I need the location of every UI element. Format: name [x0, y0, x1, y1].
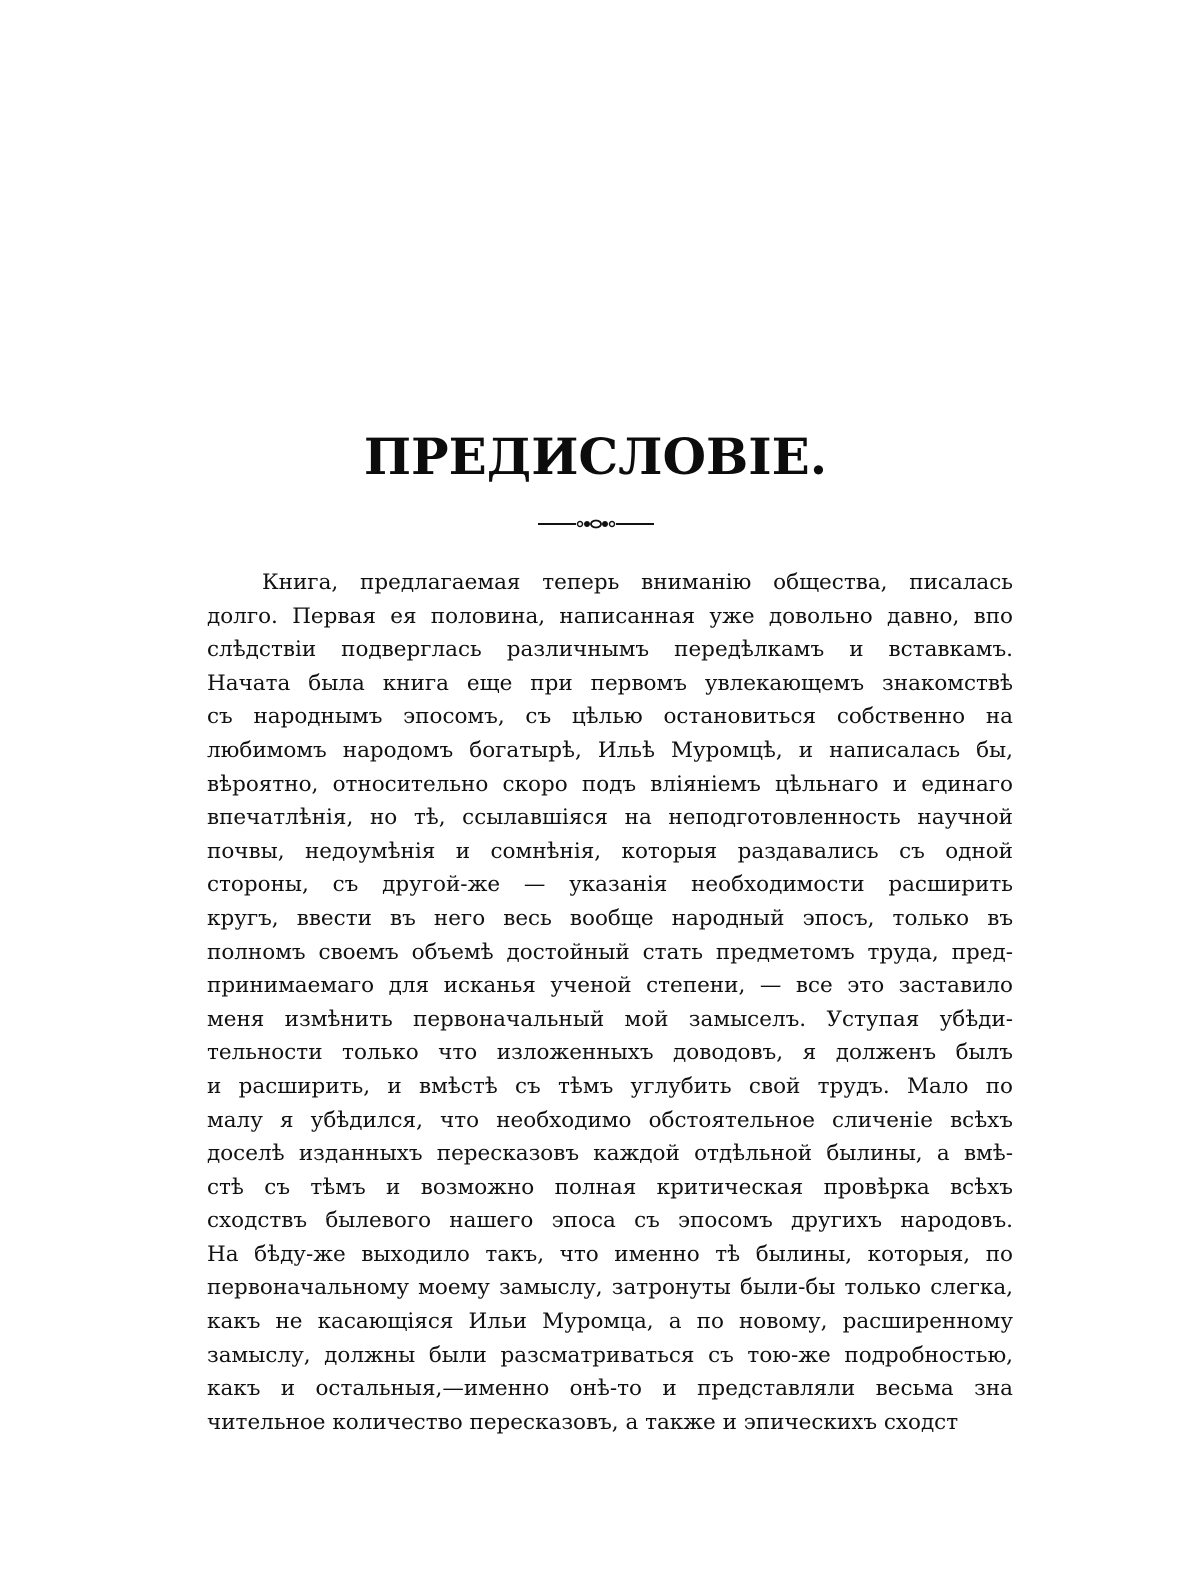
text-line: какъ и остальныя,—именно онѣ-то и представляли весьма зна — [207, 1376, 1013, 1402]
text-line: почвы, недоумѣнія и сомнѣнія, которыя раздавались съ одной — [207, 838, 1013, 864]
ornament-divider — [0, 513, 1191, 535]
text-line: стѣ съ тѣмъ и возможно полная критическая провѣрка всѣхъ — [207, 1174, 1013, 1200]
text-line: доселѣ изданныхъ пересказовъ каждой отдѣльной былины, а вмѣ- — [207, 1141, 1013, 1167]
text-line: какъ не касающіяся Ильи Муромца, а по новому, расширенному — [207, 1309, 1013, 1335]
text-line: и расширить, и вмѣстѣ съ тѣмъ углубить свой трудъ. Мало по — [207, 1073, 1013, 1099]
text-line: впечатлѣнія, но тѣ, ссылавшіяся на неподготовленность научной — [207, 805, 1013, 831]
text-line: тельности только что изложенныхъ доводовъ, я долженъ былъ — [207, 1040, 1013, 1066]
text-line: вѣроятно, относительно скоро подъ вліяніемъ цѣльнаго и единаго — [207, 771, 1013, 797]
text-line: слѣдствіи подверглась различнымъ передѣлкамъ и вставкамъ. — [207, 637, 1013, 663]
text-line: Книга, предлагаемая теперь вниманію общества, писалась — [262, 570, 1013, 595]
text-line: меня измѣнить первоначальный мой замыселъ. Уступая убѣди- — [207, 1006, 1013, 1032]
text-line: долго. Первая ея половина, написанная уже довольно давно, впо — [207, 603, 1013, 629]
text-line: сходствъ былевого нашего эпоса съ эпосомъ другихъ народовъ. — [207, 1208, 1013, 1234]
ornament-icon — [536, 513, 656, 535]
text-line: принимаемаго для исканья ученой степени, — все это заставило — [207, 973, 1013, 999]
text-line: любимомъ народомъ богатырѣ, Ильѣ Муромцѣ, и написалась бы, — [207, 737, 1013, 763]
text-line: На бѣду-же выходило такъ, что именно тѣ былины, которыя, по — [207, 1241, 1013, 1267]
text-line: стороны, съ другой-же — указанія необходимости расширить — [207, 872, 1013, 898]
text-line: чительное количество пересказовъ, а также и эпическихъ сходст — [207, 1409, 959, 1435]
text-line: малу я убѣдился, что необходимо обстоятельное сличеніе всѣхъ — [207, 1107, 1013, 1133]
text-line: съ народнымъ эпосомъ, съ цѣлью остановиться собственно на — [207, 704, 1013, 730]
text-line: первоначальному моему замыслу, затронуты были-бы только слегка, — [207, 1275, 1013, 1301]
text-line: полномъ своемъ объемѣ достойный стать предметомъ труда, пред- — [207, 939, 1013, 965]
text-line: кругъ, ввести въ него весь вообще народный эпосъ, только въ — [207, 905, 1013, 931]
preface-body — [207, 566, 1013, 1439]
page-title: ПРЕДИСЛОВІЕ. — [363, 427, 828, 486]
text-line: Начата была книга еще при первомъ увлекающемъ знакомствѣ — [207, 670, 1013, 696]
text-line: замыслу, должны были разсматриваться съ тою-же подробностью, — [207, 1342, 1013, 1368]
